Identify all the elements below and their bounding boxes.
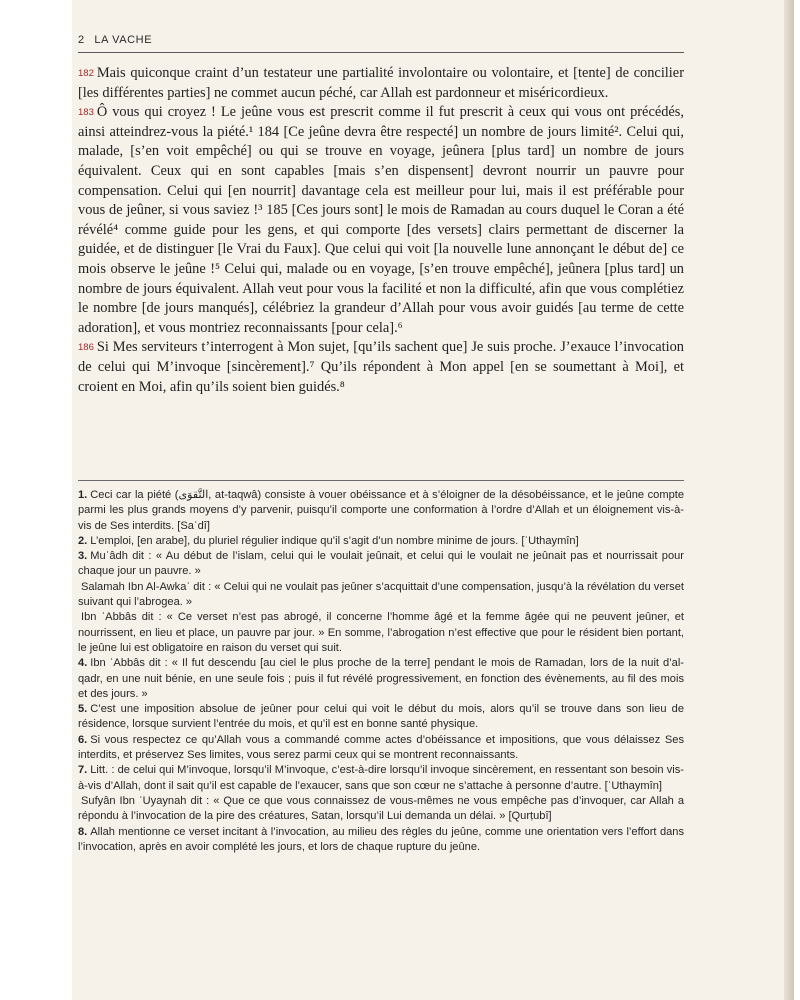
footnote-text: Salamah Ibn Al-Awkaʿ dit : « Celui qui ne voulait pas jeûner s’acquittait d’une compensation, jusqu’à la révélation du verset suivant qui l’abrogea. » <box>78 580 684 609</box>
footnote-number: 5. <box>78 703 88 716</box>
main-text <box>78 64 684 397</box>
verse-paragraph <box>78 64 684 103</box>
footnote <box>78 610 684 656</box>
footnote-text: Sufyân Ibn ʿUyaynah dit : « Que ce que vous connaissez de vous-mêmes ne vous empêche pas d’invoquer, car Allah a répondu à l’invocation de la pire des créatures, Satan, lorsqu’il Lui demanda un délai. » [Qurṭubî] <box>78 794 684 823</box>
footnote <box>78 656 684 702</box>
footnotes <box>78 488 684 855</box>
footnote <box>78 549 684 580</box>
footnote <box>78 733 684 764</box>
footnote-text: Ceci car la piété (التَّقوَى, at-taqwâ) consiste à vouer obéissance et à s’éloigner de la désobéissance, et le jeûne compte parmi les plus grands moyens d’y parvenir, puisqu’il comporte une conformation à l’ordre d’Allah et un éloignement vis-à-vis de Ses interdits. [Saʿdî] <box>78 489 684 532</box>
footnote <box>78 534 684 549</box>
page-edge <box>784 0 794 1000</box>
verse-number: 183 <box>78 107 94 119</box>
verse-number: 182 <box>78 68 94 79</box>
footnote-number: 7. <box>78 764 88 777</box>
footnote-text: C’est une imposition absolue de jeûner pour celui qui voit le début du mois, alors qu’il se trouve dans son lieu de résidence, lorsque survient l’entrée du mois, et qu’il est en bonne santé physique. <box>78 703 684 731</box>
footnote <box>78 763 684 794</box>
page-number: 2 <box>78 34 85 46</box>
footnote-number: 2. <box>78 534 88 547</box>
footnote <box>78 702 684 733</box>
footnote-number: 8. <box>78 825 88 838</box>
footnote-text: Allah mentionne ce verset incitant à l’invocation, au milieu des règles du jeûne, comme une orientation vers l’effort dans l’invocation, après en avoir complété les jours, et lors de chaque rupture du jeûne. <box>78 825 684 853</box>
footnote-divider <box>78 480 684 481</box>
footnote-number: 1. <box>78 489 88 501</box>
footnote-number: 3. <box>78 550 88 563</box>
footnote-text: Ibn ʿAbbâs dit : « Il fut descendu [au ciel le plus proche de la terre] pendant le mois de Ramadan, lors de la nuit d’al-qadr, en une nuit bénie, en une seule fois ; puis il fut révélé progressivement, en fonction des évènements, au fil des mois et des jours. » <box>78 657 684 700</box>
footnote-text: Muʿâdh dit : « Au début de l’islam, celui qui le voulait jeûnait, et celui qui le voulait ne jeûnait pas et nourrissait pour chaque jour un pauvre. » <box>78 550 684 578</box>
footnote-number: 4. <box>78 657 88 670</box>
running-header <box>78 34 684 53</box>
footnote <box>78 825 684 856</box>
footnote-text: Ibn ʿAbbâs dit : « Ce verset n’est pas abrogé, il concerne l’homme âgé et la femme âgée qui ne peuvent jeûner, et nourrissent, en lieu et place, un pauvre par jour. » En somme, l’abrogation n’est effective que pour le résident bien portant, le jeûne lui est obligatoire en raison du verset qui suit. <box>78 611 684 654</box>
verse-text: Si Mes serviteurs t’interrogent à Mon sujet, [qu’ils sachent que] Je suis proche. J’exauce l’invocation de celui qui M’invoque [sincèrement].⁷ Qu’ils répondent à Mon appel [en se soumettant à Moi], et croient en Moi, afin qu’ils soient bien guidés.⁸ <box>78 339 684 395</box>
verse-text: Mais quiconque craint d’un testateur une partialité involontaire ou volontaire, et [tente] de concilier [les différentes parties] ne commet aucun péché, car Allah est pardonneur et miséricordieux. <box>78 65 684 101</box>
running-title: LA VACHE <box>94 34 153 46</box>
footnote <box>78 580 684 611</box>
verse-text: Ô vous qui croyez ! Le jeûne vous est prescrit comme il fut prescrit à ceux qui vous ont précédés, ainsi atteindrez-vous la piété.¹ 184 [Ce jeûne devra être respecté] un nombre de jours limité². Celui qui, malade, [s’en voit empêché] ou qui se trouve en voyage, jeûnera [plus tard] un nombre de jours équivalent. Ceux qui en sont capables [mais s’en dispensent] devront nourrir un pauvre pour compensation. Celui qui [en nourrit] davantage cela est meilleur pour lui, mais il est préférable pour vous de jeûner, si vous saviez !³ 185 [Ces jours sont] le mois de Ramadan au cours duquel le Coran a été révélé⁴ comme guide pour les gens, et qui comporte [des versets] clairs permettant de discerner la guidée, et de distinguer [le Vrai du Faux]. Que celui qui voit [la nouvelle lune annonçant le début de] ce mois observe le jeûne !⁵ Celui qui, malade ou en voyage, [s’en trouve empêché], jeûnera [plus tard] un nombre de jours équivalent. Allah veut pour vous la facilité et non la difficulté, afin que vous complétiez le nombre [de jours manqués], célébriez la grandeur d’Allah pour vous avoir guidés [au terme de cette adoration], et vous montriez reconnaissants [pour cela].⁶ <box>78 104 684 336</box>
footnote-number: 6. <box>78 733 88 746</box>
verse-number: 186 <box>78 342 94 354</box>
footnote <box>78 794 684 825</box>
footnote-text: Si vous respectez ce qu’Allah vous a commandé comme actes d’obéissance et impositions, que vous délaissez Ses interdits, et préservez Ses limites, vous serez parmi ceux qui se montrent reconnaissants. <box>78 733 684 762</box>
footnote-text: L’emploi, [en arabe], du pluriel régulier indique qu’il s’agit d’un nombre minime de jours. [ʿUthaymîn] <box>90 534 579 547</box>
footnote <box>78 488 684 534</box>
footnote-text: Litt. : de celui qui M’invoque, lorsqu’il M’invoque, c’est-à-dire lorsqu’il invoque sincèrement, en ressentant son besoin vis-à-vis d’Allah, dont il sait qu’il est capable de l’exaucer, sans que son cœur ne s’attache à personne d’autre. [ʿUthaymîn] <box>78 764 684 792</box>
verse-paragraph <box>78 103 684 338</box>
verse-paragraph <box>78 338 684 397</box>
